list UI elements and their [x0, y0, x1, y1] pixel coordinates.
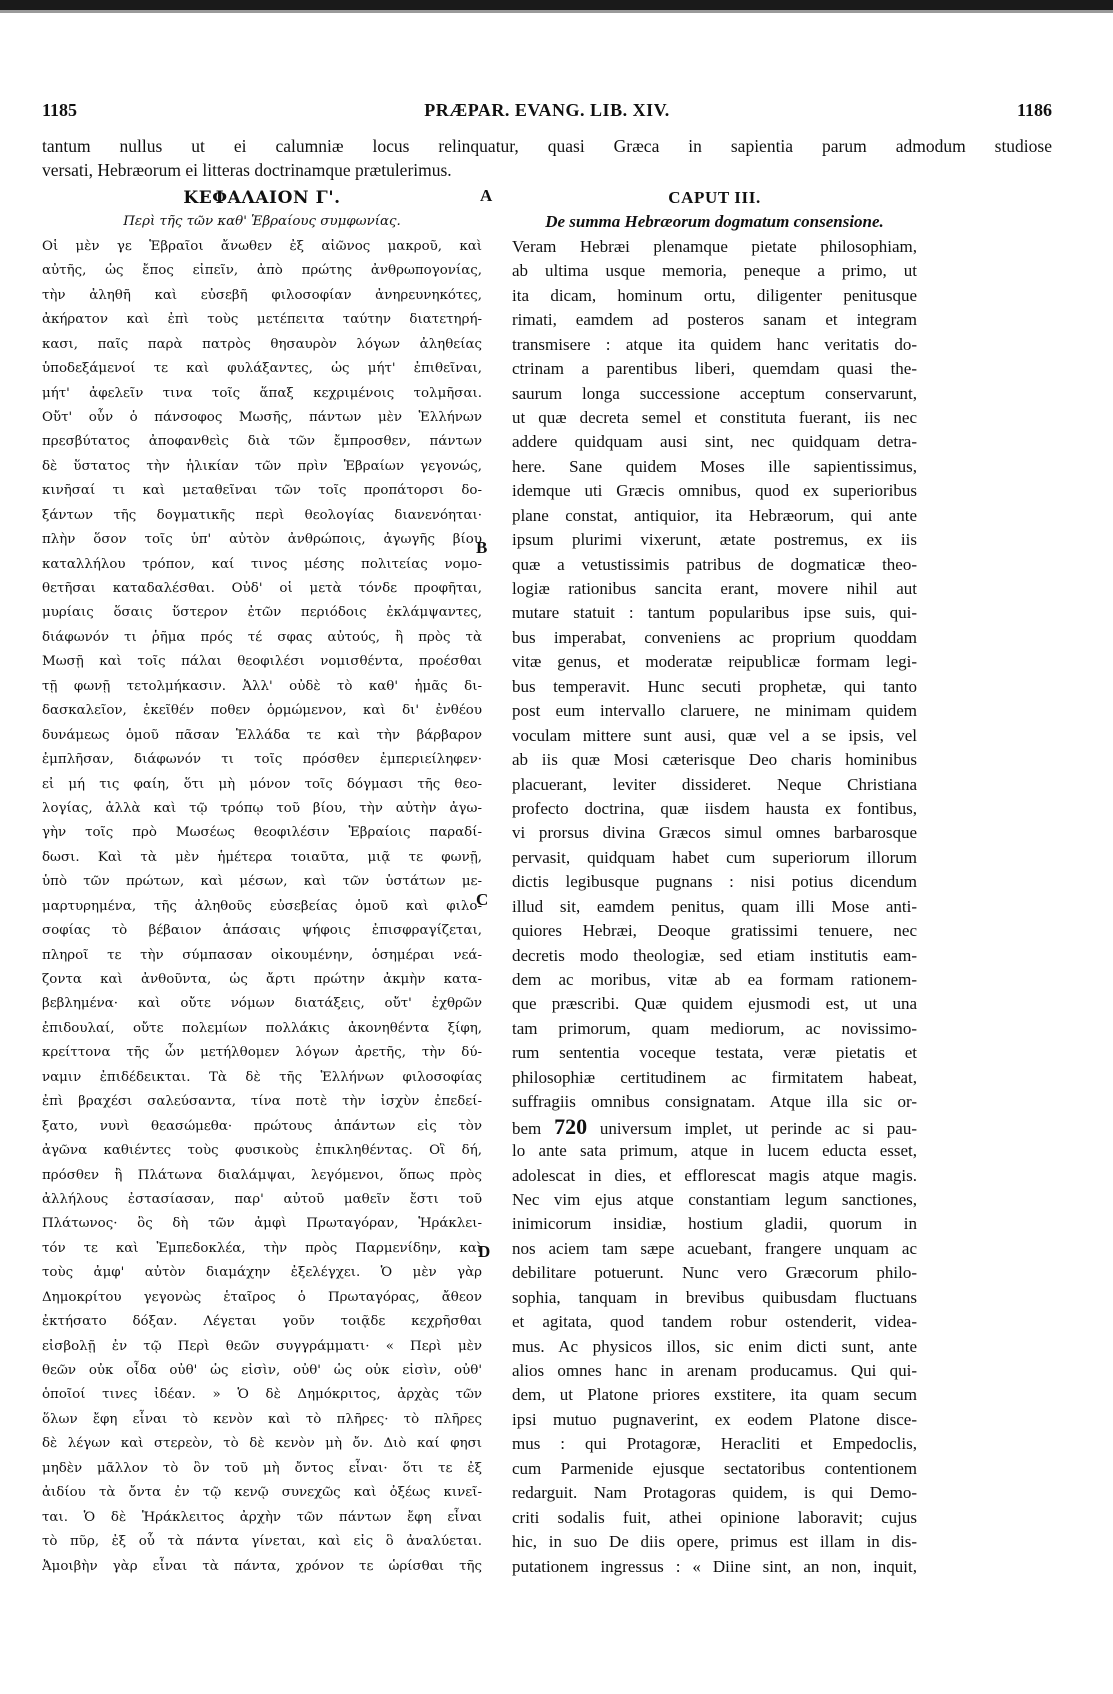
text-line: ξάντων τῆς δογματικῆς περὶ θεολογίας διανενόηται·	[42, 507, 482, 523]
text-line: ὁποῖοί τινες ἰδέαν. » Ὁ δὲ Δημόκριτος, ἀρχὰς τῶν	[42, 1387, 482, 1403]
text-line: ab iis quæ Mosi cæterisque Deo charis hominibus	[512, 750, 917, 770]
text-line: ὅλων ἔφη εἶναι τὸ κενὸν καὶ τὸ πλῆρες· τὸ πλῆρες	[42, 1411, 482, 1427]
running-header	[42, 100, 1052, 126]
text-line: ctrinam a parentibus liberi, quemdam quasi the-	[512, 359, 917, 379]
text-line: σοφίας τὸ βέβαιον ἁπάσαις ψήφοις ἐπισφραγίζεται,	[42, 923, 482, 939]
text-line: Οὔτ' οὖν ὁ πάνσοφος Μωσῆς, πάντων μὲν Ἑλλήνων	[42, 409, 482, 425]
text-line: εἰσβολῇ ἐν τῷ Περὶ θεῶν συγγράμματι· « Περὶ μὲν	[42, 1338, 482, 1354]
text-line: rimati, eamdem ad posteros sanam et integram	[512, 310, 917, 330]
greek-chapter-subtitle: Περὶ τῆς τῶν καθ' Ἑβραίους συμφωνίας.	[123, 214, 401, 230]
text-line: criti sodalis fuit, athei opinione laboravit; cujus	[512, 1507, 917, 1527]
text-line: μηδὲν μᾶλλον τὸ ὂν τοῦ μὴ ὄντος εἶναι· ὅτι τε ἐξ	[42, 1460, 482, 1476]
intro-line: versati, Hebræorum ei litteras doctrinamque prætulerimus.	[42, 160, 452, 181]
text-line: adolescat in dies, et efflorescat magis atque magis.	[512, 1165, 917, 1185]
text-line: mutare statuit : tantum popularibus ipse suis, qui-	[512, 603, 917, 623]
margin-letter-d: D	[478, 1242, 491, 1261]
text-line: ἀκήρατον καὶ ἐπὶ τοὺς μετέπειτα ταύτην διατετηρή-	[42, 312, 482, 328]
latin-text-body-cont	[512, 1139, 917, 1579]
text-line: ἐμπλῆσαν, διάφωνόν τι τοῖς πρόσθεν ἐμπεριείληφεν·	[42, 752, 482, 768]
text-line: placuerant, leviter dissideret. Neque Christiana	[512, 774, 917, 794]
text-line: que præscribi. Quæ quidem ejusmodi est, ut una	[512, 994, 917, 1014]
text-line: quiores Hebræi, Deoque gratissimi tenuere, nec	[512, 921, 917, 941]
text-line: διάφωνόν τι ῥῆμα πρός τέ σφας αὐτούς, ἢ πρὸς τὰ	[42, 629, 482, 645]
text-line: decretis modo theologiæ, sed etiam institutis eam-	[512, 945, 917, 965]
text-line: δυνάμεως ὁμοῦ πᾶσαν Ἑλλάδα τε καὶ τὴν βάρβαρον	[42, 727, 482, 743]
text-line: καταλλήλου τρόπον, καί τινος μέσης πολιτείας νομο-	[42, 556, 482, 572]
text-line: κρείττονα τῆς ὧν μετήλθομεν λόγων ἀρετῆς, τὴν δύ-	[42, 1045, 482, 1061]
text-line: transmisere : atque ita quidem hanc veritatis do-	[512, 334, 917, 354]
text-line: idemque uti Græcis omnibus, quod ex superioribus	[512, 481, 917, 501]
text-line: inimicorum insidiæ, hostium gladii, quorum in	[512, 1214, 917, 1234]
text-line: profecto doctrina, quæ iisdem hausta ex fontibus,	[512, 798, 917, 818]
text-line: putationem ingressus : « Diine sint, an non, inquit,	[512, 1556, 917, 1576]
text-line: μαρτυρημένα, τῆς ἀληθοῦς εὐσεβείας ὁμοῦ καὶ φιλο-	[42, 898, 482, 914]
text-line: post eum intervallo claruere, ne minimam quidem	[512, 701, 917, 721]
text-line: ξατο, νυνὶ θεασώμεθα· πρώτους ἁπάντων εἰς τὸν	[42, 1118, 482, 1134]
text-line: rum sententia voceque testata, veræ pietatis et	[512, 1043, 917, 1063]
text-line: addere quidquam ausi sint, nec quidquam detra-	[512, 432, 917, 452]
text-line: dem ac moribus, vitæ ab ea formam rationem-	[512, 970, 917, 989]
text-line: dictis legibusque pugnans : nisi potius dicendum	[512, 872, 917, 892]
text-line: Μωσῇ καὶ τοῖς πάλαι θεοφιλέσι νομισθέντα, προέσθαι	[42, 654, 482, 670]
text-line: philosophiæ certitudinem ac firmitatem habeat,	[512, 1067, 917, 1087]
text-line: debilitare potuerunt. Nunc vero Græcorum philo-	[512, 1263, 917, 1283]
text-line: lo ante sata primum, atque in lucem educta esset,	[512, 1141, 917, 1161]
text-line: dem, ut Platone priores exstitere, ita quam secum	[512, 1385, 917, 1405]
text-line: λογίας, ἀλλὰ καὶ τῷ τρόπῳ τοῦ βίου, τὴν αὐτὴν ἀγω-	[42, 800, 482, 816]
text-line: ipsi mutuo pugnaverint, ex eodem Platone disce-	[512, 1409, 917, 1429]
text-line: mus. Ac physicos illos, sic enim dicti sunt, ante	[512, 1336, 917, 1356]
text-line: τῇ φωνῇ τετολμήκασιν. Ἀλλ' οὐδὲ τὸ καθ' ἡμᾶς δι-	[42, 678, 482, 694]
text-line: δασκαλεῖον, ἐκεῖθέν ποθεν ὁρμώμενον, καὶ δι' ἐνθέου	[42, 703, 482, 719]
margin-letter-a: A	[480, 186, 493, 205]
text-line: ab ultima usque memoria, peneque a primo, ut	[512, 261, 917, 281]
text-line: hic, in suo De diis opere, primus est illam in dis-	[512, 1532, 917, 1552]
folio-number: 720	[554, 1114, 588, 1139]
text-line: quæ a vetustissimis patribus de dogmaticæ theo-	[512, 554, 917, 574]
text-line: plane constat, antiquior, ita Hebræorum, qui ante	[512, 505, 917, 525]
text-line: βεβλημένα· καὶ οὔτε νόμων διατάξεις, οὔτ' ἐχθρῶν	[42, 996, 482, 1012]
text-line: κασι, παῖς παρὰ πατρὸς θησαυρὸν λόγων ἀληθείας	[42, 336, 482, 352]
text-line: Veram Hebræi plenamque pietate philosophiam,	[512, 236, 917, 256]
text-line: tam primorum, quam mediorum, ac novissimo-	[512, 1018, 917, 1038]
text-line: mus : qui Protagoræ, Heracliti et Empedoclis,	[512, 1434, 917, 1454]
text-line: ἐκτήσατο δόξαν. Λέγεται γοῦν τοιᾷδε κεχρῆσθαι	[42, 1314, 482, 1330]
text-line: logiæ rationibus sancita erant, movere nihil aut	[512, 579, 917, 598]
text-line: vitæ genus, et moderatæ reipublicæ formam legi-	[512, 652, 917, 672]
page-number-right: 1186	[1016, 100, 1052, 120]
text-line: τοὺς ἀμφ' αὐτὸν διαμάχην ἐξελέγχει. Ὁ μὲν γὰρ	[42, 1265, 482, 1281]
intro-line: tantum nullus ut ei calumniæ locus relinquatur, quasi Græca in sapientia parum admodum studiose	[42, 136, 1052, 156]
text-line: Οἱ μὲν γε Ἑβραῖοι ἄνωθεν ἐξ αἰῶνος μακροῦ, καὶ	[42, 238, 482, 254]
text-line: πρόσθεν ἢ Πλάτωνα διαλάμψαι, λεγόμενοι, ὅπως πρὸς	[42, 1167, 482, 1183]
text-line: μήτ' ἀφελεῖν τινα τοῖς ἅπαξ κεχριμένοις τολμῆσαι.	[42, 385, 482, 401]
text-line: ἀιδίου τὰ ὄντα ἐν τῷ κενῷ συνεχῶς καὶ ὀξέως κινεῖ-	[42, 1485, 482, 1501]
text-line: τὴν ἀληθῆ καὶ εὐσεβῆ φιλοσοφίαν ἀνηρευνηκότες,	[42, 287, 482, 303]
text-line: ipsum plurimi vixerunt, ætate postremus, ex iis	[512, 530, 917, 550]
text-line: τὸ πῦρ, ἐξ οὗ τὰ πάντα γίνεται, καὶ εἰς ὃ ἀναλύεται.	[42, 1534, 482, 1550]
margin-letter-b: B	[476, 538, 488, 557]
text-line: vi prorsus divina Græcos simul omnes barbarosque	[512, 823, 917, 843]
running-title: PRÆPAR. EVANG. LIB. XIV.	[424, 100, 670, 120]
page-number-left: 1185	[42, 100, 78, 120]
text-line: ται. Ὁ δὲ Ἡράκλειτος ἀρχὴν τῶν πάντων ἔφη εἶναι	[42, 1509, 482, 1525]
text-line: sophia, tanquam in brevibus quibusdam fluctuans	[512, 1287, 917, 1307]
latin-chapter-heading: CAPUT III.	[668, 188, 761, 207]
text-line: τόν τε καὶ Ἐμπεδοκλέα, τὴν πρὸς Παρμενίδην, καὶ	[42, 1240, 482, 1256]
text-line: θετῆσαι καταδαλέσθαι. Οὐδ' οἱ μετὰ τόνδε προφῆται,	[42, 581, 482, 596]
latin-line-with-folio	[512, 1115, 917, 1139]
greek-chapter-heading: ΚΕΦΑΛΑΙΟΝ Γ'.	[183, 188, 341, 208]
text-line: ἐπὶ βραχέσι σαλεύσαντα, τίνα ποτὲ τὴν ἰσχὺν ἐπεδεί-	[42, 1094, 482, 1110]
text-line: Nec vim ejus atque constantiam legum sanctiones,	[512, 1189, 917, 1209]
text-line: pervasit, quidquam habet cum superiorum illorum	[512, 847, 917, 867]
text-line: δωσι. Καὶ τὰ μὲν ἡμέτερα τοιαῦτα, μιᾷ τε φωνῇ,	[42, 849, 482, 865]
text-line: redarguit. Nam Protagoras quidem, is qui Demo-	[512, 1483, 917, 1503]
text-line: ita dicam, hominum ortu, diligenter penitusque	[512, 285, 917, 305]
greek-text-body	[42, 235, 482, 1579]
text-line: here. Sane quidem Moses ille sapientissimus,	[512, 456, 917, 476]
text-line: δὲ λέγων καὶ στερεὸν, τὸ δὲ κενὸν μὴ ὄν. Διὸ καί φησι	[42, 1436, 482, 1452]
intro-paragraph	[42, 134, 1052, 183]
text-line: ὑποδεξάμενοί τε καὶ φυλάξαντες, ὡς μήτ' ἐπιθεῖναι,	[42, 361, 482, 377]
text-line: et agitata, quod tandem robur ostenderit, videa-	[512, 1312, 917, 1332]
text-line: πληροῖ τε τὴν σύμπασαν οἰκουμένην, ὁσημέραι νεά-	[42, 947, 482, 963]
latin-chapter-subtitle: De summa Hebræorum dogmatum consensione.	[545, 212, 884, 232]
text-line: ἀλλήλους ἐστασίασαν, παρ' αὐτοῦ μαθεῖν ἔστι τοῦ	[42, 1191, 482, 1207]
text-line: ναμιν ἐπιδέδεικται. Τὰ δὲ τῆς Ἑλλήνων φιλοσοφίας	[42, 1069, 482, 1085]
greek-column	[42, 186, 482, 1579]
text-line: αὐτῆς, ὡς ἔπος εἰπεῖν, ἀπὸ πρώτης ἀνθρωπογονίας,	[42, 263, 482, 279]
text-line: voculam mittere sunt ausi, quæ vel a se ipsis, vel	[512, 725, 917, 745]
text-line: μυρίαις ὅσαις ὕστερον ἐτῶν περιόδοις ἐκλάμψαντες,	[42, 605, 482, 621]
text-line: εἰ μή τις φαίη, ὅτι μὴ μόνον τοῖς δόγμασι τῆς θεο-	[42, 776, 482, 792]
text-line: saurum longa successione acceptum conservarunt,	[512, 383, 917, 403]
text-line: cum Parmenide ejusque sectatoribus contentionem	[512, 1458, 917, 1478]
text-line: Πλάτωνος· ὃς δὴ τῶν ἀμφὶ Πρωταγόραν, Ἡράκλει-	[42, 1216, 482, 1232]
latin-line-post: universum implet, ut perinde ac si pau-	[599, 1118, 917, 1138]
text-line: γὴν τοῖς πρὸ Μωσέως θεοφιλέσιν Ἑβραίοις παραδί-	[42, 825, 482, 841]
text-line: ut quæ decreta semel et constituta fuerant, iis nec	[512, 407, 917, 427]
text-line: ὑπὸ τῶν πρώτων, καὶ μέσων, καὶ τῶν ὑστάτων με-	[42, 874, 482, 890]
text-line: bus imperabat, conveniens ac proprium quoddam	[512, 627, 917, 647]
text-line: θεῶν οὐκ οἶδα οὐθ' ὡς εἰσὶν, οὐθ' ὡς οὐκ εἰσὶν, οὐθ'	[42, 1363, 482, 1378]
text-line: ἐπιδουλαί, οὔτε πολεμίων πολλάκις ἀκονηθέντα ξίφη,	[42, 1020, 482, 1036]
text-line: bus temperavit. Hunc secuti prophetæ, qui tanto	[512, 676, 917, 696]
latin-text-body	[512, 235, 917, 1115]
text-line: nos aciem tam sæpe acuebant, frangere unquam ac	[512, 1238, 917, 1258]
text-line: πλὴν ὅσον τοῖς ὑπ' αὐτὸν ἀνθρώποις, ἀγωγῆς βίου	[42, 532, 482, 548]
latin-line-pre: bem	[512, 1118, 542, 1138]
text-line: κινῆσαί τι καὶ μεταθεῖναι τῶν τοῖς προπάτορσι δο-	[42, 483, 482, 499]
text-line: πρεσβύτατος ἀποφανθεὶς διὰ τῶν ἔμπροσθεν, πάντων	[42, 434, 482, 450]
text-line: Δημοκρίτου γεγονὼς ἑταῖρος ὁ Πρωταγόρας, ἄθεον	[42, 1289, 482, 1305]
text-line: illud sit, eamdem penitus, quam illi Mose anti-	[512, 896, 917, 916]
text-line: Ἀμοιβὴν γὰρ εἶναι τὰ πάντα, χρόνον τε ὡρίσθαι τῆς	[42, 1558, 482, 1574]
margin-letter-c: C	[476, 890, 489, 909]
text-line: suffragiis omnibus consignatam. Atque illa sic or-	[512, 1092, 917, 1112]
text-line: ζοντα καὶ ἀνθοῦντα, ὡς ἄρτι πρώτην ἀκμὴν κατα-	[42, 972, 482, 987]
text-line: alios omnes hanc in arenam producamus. Qui qui-	[512, 1361, 917, 1380]
text-line: δὲ ὕστατος τὴν ἡλικίαν τῶν πρὶν Ἑβραίων γεγονώς,	[42, 458, 482, 474]
text-line: ἀγῶνα καθιέντες τοὺς φυσικοὺς ἐπικληθέντας. Οἳ δή,	[42, 1143, 482, 1159]
latin-column	[512, 186, 917, 1579]
